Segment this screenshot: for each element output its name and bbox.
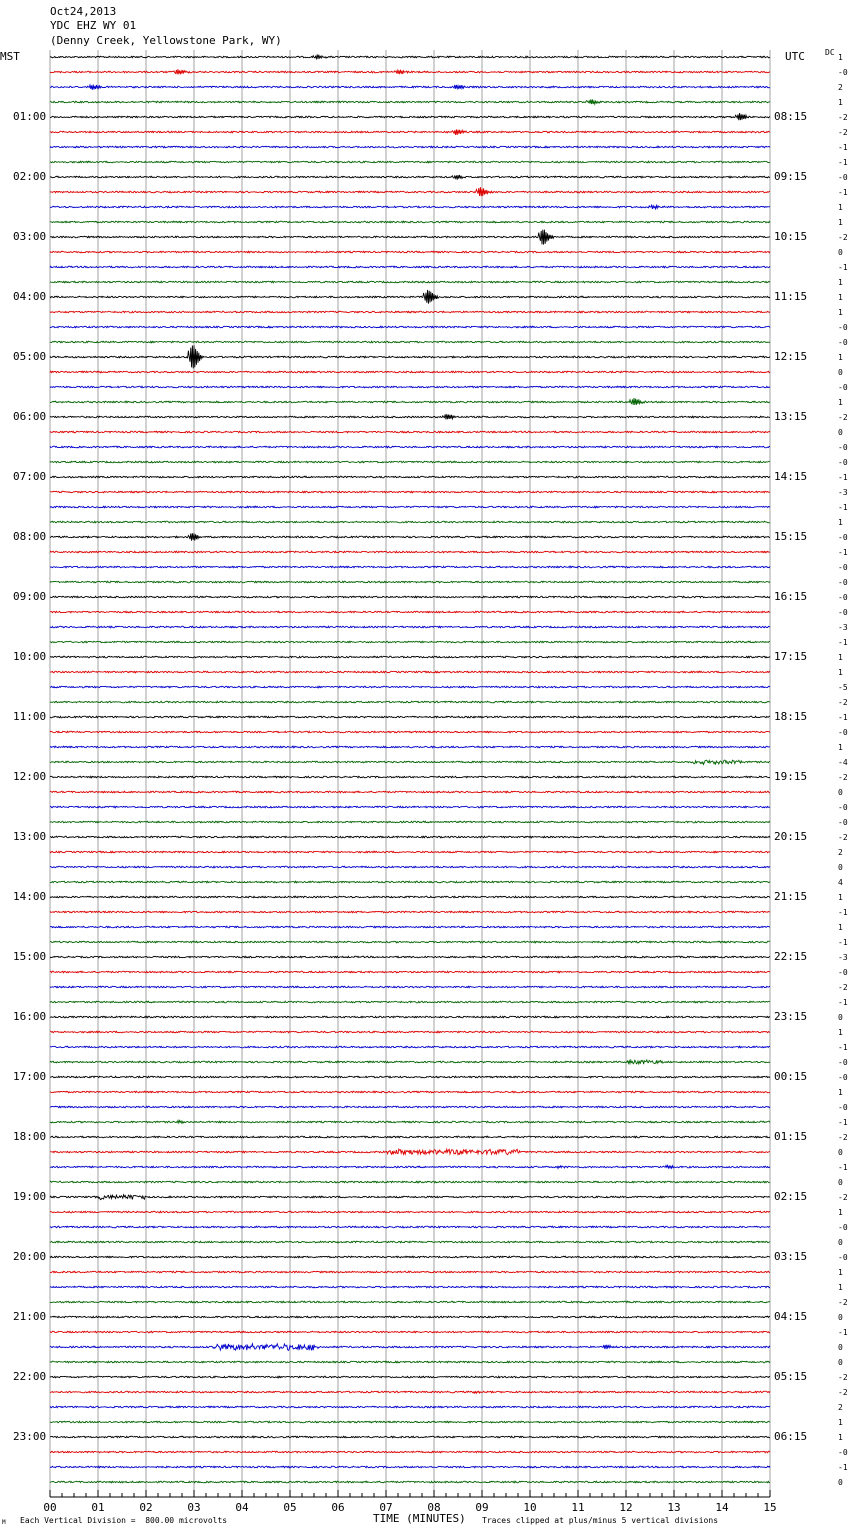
dc-offset-value: 1 bbox=[838, 53, 843, 62]
dc-offset-value: -1 bbox=[838, 1328, 848, 1337]
trace-line bbox=[50, 311, 770, 313]
station-title: YDC EHZ WY 01 bbox=[50, 19, 137, 32]
trace-line bbox=[50, 1195, 770, 1200]
trace-line bbox=[50, 551, 770, 553]
dc-offset-value: -0 bbox=[838, 458, 848, 467]
trace-line bbox=[50, 626, 770, 628]
trace-line bbox=[50, 187, 770, 196]
mst-hour-label: 13:00 bbox=[13, 830, 47, 843]
dc-offset-value: 1 bbox=[838, 923, 843, 932]
time-axis-tick-label: 02 bbox=[139, 1501, 153, 1514]
trace-line bbox=[50, 371, 770, 373]
trace-line bbox=[50, 1376, 770, 1378]
trace-line bbox=[50, 431, 770, 433]
mst-hour-label: 17:00 bbox=[13, 1070, 47, 1083]
trace-line bbox=[50, 99, 770, 104]
dc-offset-value: 1 bbox=[838, 743, 843, 752]
utc-hour-label: 22:15 bbox=[774, 950, 808, 963]
trace-line bbox=[50, 1076, 770, 1078]
trace-line bbox=[50, 1361, 770, 1363]
trace-line bbox=[50, 716, 770, 718]
trace-line bbox=[50, 1016, 770, 1018]
mst-hour-label: 04:00 bbox=[13, 290, 47, 303]
trace-line bbox=[50, 205, 770, 209]
dc-offset-value: 1 bbox=[838, 353, 843, 362]
utc-hour-label: 23:15 bbox=[774, 1010, 808, 1023]
trace-line bbox=[50, 566, 770, 568]
time-axis-tick-label: 03 bbox=[187, 1501, 201, 1514]
dc-offset-header: DC bbox=[825, 48, 835, 57]
trace-line bbox=[50, 1211, 770, 1213]
dc-offset-value: -0 bbox=[838, 728, 848, 737]
dc-offset-value: -0 bbox=[838, 578, 848, 587]
dc-offset-value: 0 bbox=[838, 1238, 843, 1247]
dc-offset-value: -0 bbox=[838, 803, 848, 812]
dc-offset-value: 1 bbox=[838, 293, 843, 302]
trace-line bbox=[50, 1136, 770, 1138]
mst-hour-label: 23:00 bbox=[13, 1430, 47, 1443]
trace-line bbox=[50, 1344, 770, 1351]
dc-offset-value: -1 bbox=[838, 143, 848, 152]
dc-offset-value: 0 bbox=[838, 1013, 843, 1022]
dc-offset-value: 0 bbox=[838, 1478, 843, 1487]
time-axis-tick-label: 08 bbox=[427, 1501, 441, 1514]
trace-line bbox=[50, 1301, 770, 1303]
dc-offset-value: 1 bbox=[838, 398, 843, 407]
dc-offset-value: 1 bbox=[838, 1418, 843, 1427]
trace-line bbox=[50, 446, 770, 448]
trace-line bbox=[50, 85, 770, 90]
trace-line bbox=[50, 1060, 770, 1064]
time-axis bbox=[43, 1490, 776, 1514]
dc-offset-value: 2 bbox=[838, 848, 843, 857]
trace-line bbox=[50, 1046, 770, 1048]
time-axis-tick-label: 06 bbox=[331, 1501, 345, 1514]
trace-line bbox=[50, 956, 770, 958]
trace-line bbox=[50, 1421, 770, 1423]
trace-line bbox=[50, 1406, 770, 1408]
dc-offset-value: -0 bbox=[838, 1073, 848, 1082]
utc-hour-label: 02:15 bbox=[774, 1190, 808, 1203]
dc-offset-value: 0 bbox=[838, 248, 843, 257]
dc-offset-value: -1 bbox=[838, 1163, 848, 1172]
trace-line bbox=[50, 1181, 770, 1183]
corner-mark: M bbox=[2, 1519, 6, 1526]
trace-line bbox=[50, 596, 770, 598]
dc-offset-value: 1 bbox=[838, 1433, 843, 1442]
mst-hour-label: 19:00 bbox=[13, 1190, 47, 1203]
dc-offset-value: -2 bbox=[838, 113, 848, 122]
dc-offset-value: -1 bbox=[838, 938, 848, 947]
trace-line bbox=[50, 760, 770, 764]
utc-hour-label: 03:15 bbox=[774, 1250, 808, 1263]
time-axis-tick-label: 10 bbox=[523, 1501, 537, 1514]
trace-line bbox=[50, 290, 770, 304]
trace-line bbox=[50, 911, 770, 913]
dc-offset-value: 1 bbox=[838, 1208, 843, 1217]
dc-offset-value: 0 bbox=[838, 1148, 843, 1157]
mst-hour-label: 16:00 bbox=[13, 1010, 47, 1023]
dc-offset-value: -2 bbox=[838, 698, 848, 707]
mst-hour-label: 05:00 bbox=[13, 350, 47, 363]
time-axis-tick-label: 01 bbox=[91, 1501, 105, 1514]
dc-offset-value: -1 bbox=[838, 548, 848, 557]
utc-hour-label: 19:15 bbox=[774, 770, 808, 783]
dc-offset-value: 0 bbox=[838, 1358, 843, 1367]
dc-offset-value: -2 bbox=[838, 773, 848, 782]
trace-line bbox=[50, 1466, 770, 1468]
utc-hour-label: 04:15 bbox=[774, 1310, 808, 1323]
trace-line bbox=[50, 821, 770, 823]
trace-line bbox=[50, 175, 770, 180]
trace-line bbox=[50, 326, 770, 328]
trace-line bbox=[50, 1226, 770, 1228]
mst-hour-label: 02:00 bbox=[13, 170, 47, 183]
dc-offset-value: 1 bbox=[838, 308, 843, 317]
utc-hour-label: 08:15 bbox=[774, 110, 808, 123]
trace-line bbox=[50, 806, 770, 808]
trace-line bbox=[50, 1271, 770, 1273]
dc-offset-value: -2 bbox=[838, 233, 848, 242]
utc-hour-label: 15:15 bbox=[774, 530, 808, 543]
trace-line bbox=[50, 129, 770, 135]
utc-hour-label: 05:15 bbox=[774, 1370, 808, 1383]
dc-offset-value: 0 bbox=[838, 428, 843, 437]
time-axis-tick-label: 15 bbox=[763, 1501, 777, 1514]
mst-hour-label: 11:00 bbox=[13, 710, 47, 723]
dc-offset-value: 1 bbox=[838, 518, 843, 527]
mst-hour-label: 06:00 bbox=[13, 410, 47, 423]
utc-hour-label: 18:15 bbox=[774, 710, 808, 723]
dc-offset-value: 1 bbox=[838, 1283, 843, 1292]
dc-offset-value: 1 bbox=[838, 653, 843, 662]
utc-hour-label: 16:15 bbox=[774, 590, 808, 603]
trace-line bbox=[50, 281, 770, 283]
dc-offset-value: 1 bbox=[838, 98, 843, 107]
trace-line bbox=[50, 641, 770, 643]
dc-offset-value: -0 bbox=[838, 818, 848, 827]
dc-offset-value: 2 bbox=[838, 83, 843, 92]
dc-offset-value: -0 bbox=[838, 443, 848, 452]
mst-hour-label: 18:00 bbox=[13, 1130, 47, 1143]
dc-offset-value: 0 bbox=[838, 368, 843, 377]
utc-hour-label: 00:15 bbox=[774, 1070, 808, 1083]
dc-offset-value: -2 bbox=[838, 128, 848, 137]
utc-hour-label: 01:15 bbox=[774, 1130, 808, 1143]
trace-line bbox=[50, 1451, 770, 1453]
trace-line bbox=[50, 230, 770, 245]
trace-line bbox=[50, 1436, 770, 1438]
trace-line bbox=[50, 266, 770, 268]
dc-offset-value: -2 bbox=[838, 1388, 848, 1397]
mst-hour-label: 15:00 bbox=[13, 950, 47, 963]
utc-hour-label: 17:15 bbox=[774, 650, 808, 663]
dc-offset-value: -2 bbox=[838, 413, 848, 422]
trace-line bbox=[50, 986, 770, 988]
trace-line bbox=[50, 731, 770, 733]
time-axis-tick-label: 05 bbox=[283, 1501, 297, 1514]
mst-hour-label: 20:00 bbox=[13, 1250, 47, 1263]
trace-line bbox=[50, 1241, 770, 1243]
trace-line bbox=[50, 866, 770, 868]
mst-hour-label: 12:00 bbox=[13, 770, 47, 783]
dc-offset-value: -4 bbox=[838, 758, 848, 767]
dc-offset-value: 0 bbox=[838, 788, 843, 797]
dc-offset-value: -3 bbox=[838, 953, 848, 962]
trace-line bbox=[50, 656, 770, 658]
dc-offset-value: -0 bbox=[838, 1448, 848, 1457]
trace-line bbox=[50, 491, 770, 493]
dc-offset-value: -1 bbox=[838, 998, 848, 1007]
dc-offset-value: 0 bbox=[838, 1178, 843, 1187]
trace-line bbox=[50, 461, 770, 463]
left-timezone-label: MST bbox=[0, 50, 20, 63]
trace-line bbox=[50, 611, 770, 613]
trace-line bbox=[50, 1149, 770, 1155]
dc-offset-value: -1 bbox=[838, 908, 848, 917]
time-axis-tick-label: 13 bbox=[667, 1501, 681, 1514]
mst-hour-label: 08:00 bbox=[13, 530, 47, 543]
dc-offset-value: -5 bbox=[838, 683, 848, 692]
dc-offset-value: -1 bbox=[838, 1463, 848, 1472]
dc-offset-value: 1 bbox=[838, 218, 843, 227]
utc-hour-label: 06:15 bbox=[774, 1430, 808, 1443]
dc-offset-value: -3 bbox=[838, 623, 848, 632]
trace-line bbox=[50, 1165, 770, 1168]
trace-line bbox=[50, 896, 770, 898]
trace-line bbox=[50, 1001, 770, 1003]
time-axis-tick-label: 04 bbox=[235, 1501, 249, 1514]
trace-line bbox=[50, 1331, 770, 1333]
dc-offset-value: -2 bbox=[838, 1133, 848, 1142]
utc-hour-label: 20:15 bbox=[774, 830, 808, 843]
mst-hour-label: 07:00 bbox=[13, 470, 47, 483]
trace-line bbox=[50, 1031, 770, 1033]
trace-line bbox=[50, 341, 770, 343]
dc-offset-value: -2 bbox=[838, 1298, 848, 1307]
trace-line bbox=[50, 69, 770, 74]
trace-line bbox=[50, 1091, 770, 1093]
dc-offset-value: -0 bbox=[838, 338, 848, 347]
trace-line bbox=[50, 146, 770, 148]
trace-line bbox=[50, 521, 770, 523]
dc-offset-value: -1 bbox=[838, 158, 848, 167]
dc-offset-value: -1 bbox=[838, 638, 848, 647]
time-axis-tick-label: 12 bbox=[619, 1501, 633, 1514]
dc-offset-value: -0 bbox=[838, 1223, 848, 1232]
dc-offset-value: -0 bbox=[838, 383, 848, 392]
dc-offset-value: -0 bbox=[838, 968, 848, 977]
trace-line bbox=[50, 506, 770, 508]
dc-offset-value: -0 bbox=[838, 533, 848, 542]
right-timezone-label: UTC bbox=[785, 50, 805, 63]
trace-line bbox=[50, 881, 770, 883]
utc-hour-label: 10:15 bbox=[774, 230, 808, 243]
utc-hour-label: 12:15 bbox=[774, 350, 808, 363]
dc-offset-value: -0 bbox=[838, 608, 848, 617]
dc-offset-value: 0 bbox=[838, 863, 843, 872]
trace-line bbox=[50, 161, 770, 163]
trace-line bbox=[50, 791, 770, 793]
dc-offset-value: 1 bbox=[838, 668, 843, 677]
trace-line bbox=[50, 386, 770, 388]
dc-offset-value: 1 bbox=[838, 893, 843, 902]
trace-line bbox=[50, 1481, 770, 1483]
dc-offset-value: -3 bbox=[838, 488, 848, 497]
plot-date: Oct24,2013 bbox=[50, 5, 117, 18]
utc-hour-label: 13:15 bbox=[774, 410, 808, 423]
station-location: (Denny Creek, Yellowstone Park, WY) bbox=[50, 34, 282, 47]
mst-hour-label: 01:00 bbox=[13, 110, 47, 123]
utc-hour-label: 09:15 bbox=[774, 170, 808, 183]
trace-line bbox=[50, 221, 770, 223]
dc-offset-value: 1 bbox=[838, 1028, 843, 1037]
trace-line bbox=[50, 851, 770, 853]
dc-offset-value: -2 bbox=[838, 1373, 848, 1382]
trace-line bbox=[50, 581, 770, 583]
dc-offset-value: -0 bbox=[838, 593, 848, 602]
dc-offset-value: -0 bbox=[838, 1253, 848, 1262]
trace-line bbox=[50, 1256, 770, 1258]
dc-offset-value: -1 bbox=[838, 1043, 848, 1052]
time-axis-tick-label: 11 bbox=[571, 1501, 585, 1514]
trace-line bbox=[50, 941, 770, 943]
dc-offset-value: 4 bbox=[838, 878, 843, 887]
dc-offset-value: -0 bbox=[838, 563, 848, 572]
dc-offset-value: -1 bbox=[838, 188, 848, 197]
utc-hour-label: 21:15 bbox=[774, 890, 808, 903]
utc-hour-label: 14:15 bbox=[774, 470, 808, 483]
dc-offset-value: -0 bbox=[838, 173, 848, 182]
mst-hour-label: 22:00 bbox=[13, 1370, 47, 1383]
mst-hour-label: 14:00 bbox=[13, 890, 47, 903]
dc-offset-value: -0 bbox=[838, 323, 848, 332]
trace-line bbox=[50, 746, 770, 748]
trace-line bbox=[50, 776, 770, 778]
trace-line bbox=[50, 398, 770, 405]
trace-line bbox=[50, 686, 770, 688]
dc-offset-value: 0 bbox=[838, 1313, 843, 1322]
trace-line bbox=[50, 1120, 770, 1123]
dc-offset-value: 2 bbox=[838, 1403, 843, 1412]
dc-offset-value: -2 bbox=[838, 983, 848, 992]
trace-line bbox=[50, 926, 770, 928]
dc-offset-value: -2 bbox=[838, 1193, 848, 1202]
dc-offset-value: -1 bbox=[838, 503, 848, 512]
dc-offset-value: 1 bbox=[838, 278, 843, 287]
time-axis-tick-label: 09 bbox=[475, 1501, 489, 1514]
trace-line bbox=[50, 1391, 770, 1393]
mst-hour-label: 09:00 bbox=[13, 590, 47, 603]
time-axis-tick-label: 00 bbox=[43, 1501, 57, 1514]
time-axis-tick-label: 14 bbox=[715, 1501, 729, 1514]
dc-offset-value: -1 bbox=[838, 1118, 848, 1127]
scale-note: Each Vertical Division = 800.00 microvolts bbox=[20, 1516, 228, 1525]
dc-offset-value: -1 bbox=[838, 473, 848, 482]
dc-offset-value: -0 bbox=[838, 1058, 848, 1067]
trace-line bbox=[50, 1316, 770, 1318]
trace-line bbox=[50, 836, 770, 838]
trace-line bbox=[50, 251, 770, 253]
x-axis-title: TIME (MINUTES) bbox=[373, 1512, 466, 1525]
clip-note: Traces clipped at plus/minus 5 vertical divisions bbox=[482, 1516, 719, 1525]
dc-offset-value: 1 bbox=[838, 203, 843, 212]
dc-offset-value: 1 bbox=[838, 1268, 843, 1277]
trace-line bbox=[50, 1106, 770, 1108]
time-axis-tick-label: 07 bbox=[379, 1501, 393, 1514]
trace-line bbox=[50, 414, 770, 419]
trace-line bbox=[50, 113, 770, 120]
trace-line bbox=[50, 54, 770, 59]
mst-hour-label: 10:00 bbox=[13, 650, 47, 663]
trace-line bbox=[50, 533, 770, 540]
trace-line bbox=[50, 971, 770, 973]
dc-offset-value: -0 bbox=[838, 68, 848, 77]
trace-line bbox=[50, 476, 770, 478]
mst-hour-label: 03:00 bbox=[13, 230, 47, 243]
trace-line bbox=[50, 671, 770, 673]
seismic-traces bbox=[50, 54, 770, 1482]
utc-hour-label: 11:15 bbox=[774, 290, 808, 303]
dc-offset-value: 0 bbox=[838, 1343, 843, 1352]
dc-offset-value: 1 bbox=[838, 1088, 843, 1097]
trace-line bbox=[50, 1286, 770, 1288]
dc-offset-value: -2 bbox=[838, 833, 848, 842]
dc-offset-value: -0 bbox=[838, 1103, 848, 1112]
trace-line bbox=[50, 701, 770, 703]
trace-line bbox=[50, 345, 770, 368]
dc-offset-value: -1 bbox=[838, 713, 848, 722]
mst-hour-label: 21:00 bbox=[13, 1310, 47, 1323]
dc-offset-value: -1 bbox=[838, 263, 848, 272]
